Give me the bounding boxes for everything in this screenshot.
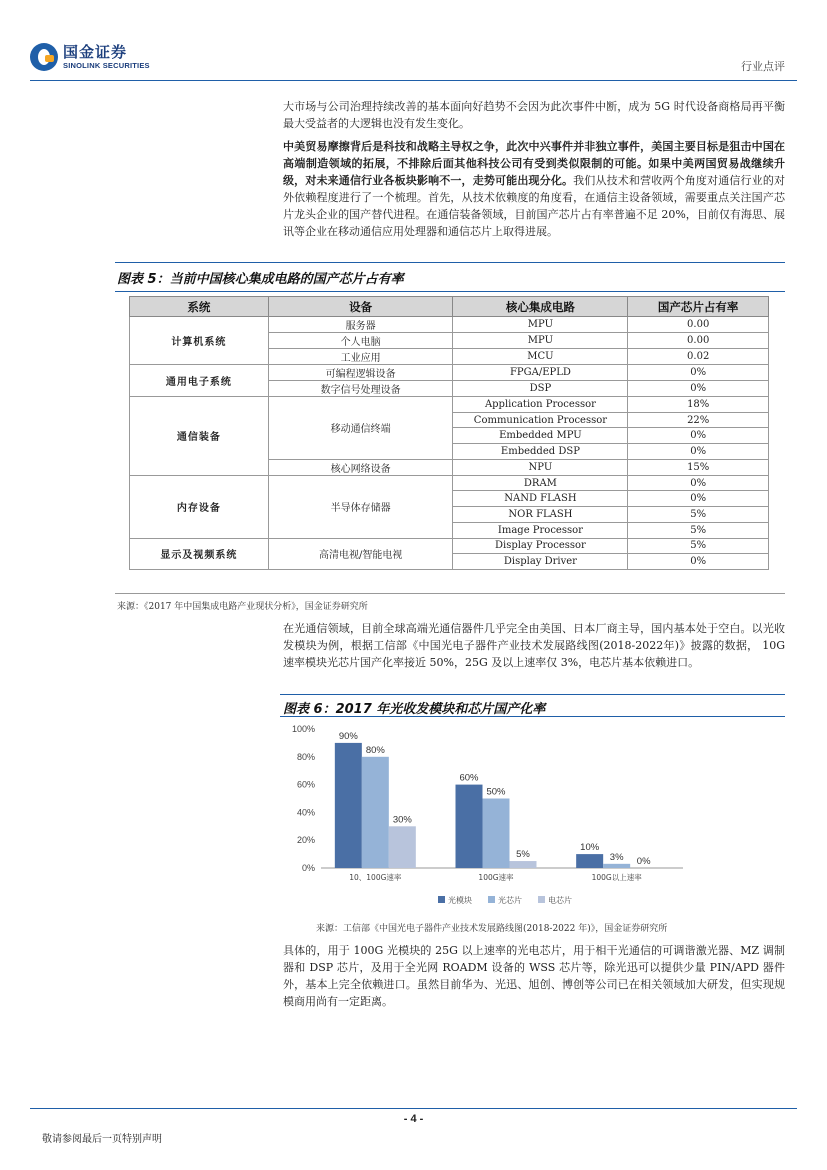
- figure-6-title-rule: [280, 716, 785, 717]
- cell-share: 22%: [628, 412, 769, 428]
- cell-ic: Embedded MPU: [453, 428, 628, 444]
- bar-value-label: 10%: [580, 842, 600, 854]
- page-header: [0, 0, 827, 80]
- cell-ic: Image Processor: [453, 522, 628, 538]
- cell-ic: MPU: [453, 317, 628, 333]
- figure-5-bottom-rule: [115, 593, 785, 594]
- cell-system: 内存设备: [130, 475, 269, 538]
- bar-value-label: 80%: [365, 744, 385, 756]
- cell-device: 数字信号处理设备: [268, 381, 453, 397]
- cell-share: 15%: [628, 459, 769, 475]
- y-tick-label: 100%: [291, 724, 315, 734]
- legend-swatch: [438, 896, 445, 903]
- cell-system: 显示及视频系统: [130, 538, 269, 569]
- bar-value-label: 0%: [636, 856, 651, 867]
- logo-mark-icon: [30, 43, 58, 71]
- chart-bar: [510, 861, 537, 868]
- chart-bar: [362, 757, 389, 868]
- table-row: [130, 397, 769, 413]
- cell-system: 计算机系统: [130, 317, 269, 365]
- logo-en-text: SINOLINK SECURITIES: [63, 61, 150, 70]
- cell-ic: DRAM: [453, 475, 628, 491]
- figure-6-title: 图表 6：2017 年光收发模块和芯片国产化率: [283, 702, 546, 717]
- cell-device: 核心网络设备: [268, 459, 453, 475]
- y-tick-label: 60%: [296, 779, 315, 790]
- document-type: 行业点评: [741, 60, 785, 73]
- chip-share-table: [129, 296, 769, 570]
- cell-ic: Embedded DSP: [453, 444, 628, 460]
- figure-5-title: 图表 5：当前中国核心集成电路的国产芯片占有率: [117, 272, 404, 287]
- cell-ic: Communication Processor: [453, 412, 628, 428]
- chart-bar: [389, 826, 416, 868]
- table-row: [130, 365, 769, 381]
- cell-system: 通信装备: [130, 397, 269, 476]
- col-header-share: 国产芯片占有率: [628, 297, 769, 317]
- footer-divider: [30, 1108, 797, 1109]
- paragraph-2: [283, 138, 785, 240]
- cell-share: 0%: [628, 428, 769, 444]
- figure-6-top-rule: [280, 694, 785, 695]
- col-header-device: 设备: [268, 297, 453, 317]
- cell-device: 高清电视/智能电视: [268, 538, 453, 569]
- bar-value-label: 3%: [609, 851, 624, 863]
- cell-ic: MCU: [453, 349, 628, 365]
- chart-bar: [335, 743, 362, 868]
- paragraph-2-rest: 我们从技术和营收两个角度对通信行业的对外依赖程度进行了一个梳理。首先，从技术依赖度的角度看，在通信主设备领域，需要重点关注国产芯片龙头企业的国产替代进程。在通信装备领域，目前国产芯片占有率普遍不足 20%，目前仅有海思、展讯等企业在移动通信应用处理器和通信芯片上取得进展。: [283, 174, 786, 238]
- chart-bar: [483, 799, 510, 869]
- cell-device: 个人电脑: [268, 333, 453, 349]
- cell-ic: NOR FLASH: [453, 507, 628, 523]
- bar-value-label: 5%: [516, 849, 530, 861]
- y-tick-label: 40%: [296, 807, 315, 818]
- cell-device: 可编程逻辑设备: [268, 365, 453, 381]
- col-header-ic: 核心集成电路: [453, 297, 628, 317]
- legend-label: 光模块: [448, 896, 472, 905]
- paragraph-1: 大市场与公司治理持续改善的基本面向好趋势不会因为此次事件中断，成为 5G 时代设备商格局再平衡最大受益者的大逻辑也没有发生变化。: [283, 100, 785, 130]
- paragraph-4: 具体的，用于 100G 光模块的 25G 以上速率的光电芯片，用于相干光通信的可调谐激光器、MZ 调制器和 DSP 芯片，及用于全光网 ROADM 设备的 WSS 芯片等，除光迅可以提供少量 PIN/APD 器件外，基本上完全依赖进口。虽然目前华为、光迅、旭创、博创等公司已在相关领域加大研发，但实现规模商用尚有一定距离。: [283, 944, 785, 1008]
- legend-swatch: [538, 896, 545, 903]
- cell-share: 0%: [628, 554, 769, 570]
- cell-device: 半导体存储器: [268, 475, 453, 538]
- page-number: - 4 -: [403, 1113, 424, 1125]
- cell-ic: Application Processor: [453, 397, 628, 413]
- bar-value-label: 30%: [392, 814, 412, 826]
- chart-bar: [456, 785, 483, 868]
- cell-share: 0.00: [628, 333, 769, 349]
- cell-share: 0%: [628, 381, 769, 397]
- figure-6-source: 来源：工信部《中国光电子器件产业技术发展路线图(2018-2022 年)》，国金证券研究所: [316, 924, 668, 934]
- cell-ic: MPU: [453, 333, 628, 349]
- cell-device: 服务器: [268, 317, 453, 333]
- cell-share: 0%: [628, 365, 769, 381]
- legend-label: 电芯片: [548, 896, 572, 905]
- chart-bar: [603, 864, 630, 868]
- table-row: [130, 475, 769, 491]
- figure-5-top-rule: [115, 262, 785, 263]
- localization-rate-chart: [283, 720, 703, 910]
- cell-share: 0.02: [628, 349, 769, 365]
- y-tick-label: 0%: [301, 863, 315, 873]
- paragraph-3: 在光通信领域，目前全球高端光通信器件几乎完全由美国、日本厂商主导，国内基本处于空白。以光收发模块为例，根据工信部《中国光电子器件产业技术发展路线图(2018-2022年)》披露的数据， 10G 速率模块光芯片国产化率接近 50%，25G 及以上速率仅 3%，电芯片基本依赖进口。: [283, 622, 785, 669]
- table-header-row: [130, 297, 769, 317]
- cell-ic: Display Driver: [453, 554, 628, 570]
- cell-share: 18%: [628, 397, 769, 413]
- table-row: [130, 538, 769, 554]
- cell-share: 0%: [628, 475, 769, 491]
- bar-value-label: 60%: [459, 772, 479, 784]
- logo-cn-text: 国金证券: [63, 43, 128, 61]
- legend-swatch: [488, 896, 495, 903]
- y-tick-label: 80%: [296, 751, 315, 762]
- cell-share: 5%: [628, 507, 769, 523]
- cell-share: 0.00: [628, 317, 769, 333]
- figure-5-title-rule: [115, 291, 785, 292]
- bar-value-label: 50%: [486, 786, 506, 798]
- cell-ic: Display Processor: [453, 538, 628, 554]
- category-label: 100G以上速率: [591, 873, 642, 882]
- header-divider: [30, 80, 797, 81]
- cell-device: 移动通信终端: [268, 397, 453, 460]
- y-tick-label: 20%: [296, 835, 315, 846]
- table-row: [130, 317, 769, 333]
- category-label: 100G速率: [478, 873, 514, 882]
- figure-5-source: 来源：《2017 年中国集成电路产业现状分析》，国金证券研究所: [117, 602, 368, 612]
- cell-ic: FPGA/EPLD: [453, 365, 628, 381]
- cell-share: 0%: [628, 491, 769, 507]
- cell-system: 通用电子系统: [130, 365, 269, 397]
- disclaimer-note: 敬请参阅最后一页特别声明: [42, 1134, 162, 1145]
- chart-bar: [576, 854, 603, 868]
- category-label: 10、100G速率: [349, 873, 402, 882]
- cell-share: 0%: [628, 444, 769, 460]
- cell-ic: DSP: [453, 381, 628, 397]
- cell-device: 工业应用: [268, 349, 453, 365]
- cell-share: 5%: [628, 522, 769, 538]
- cell-ic: NAND FLASH: [453, 491, 628, 507]
- company-logo: [30, 43, 150, 71]
- cell-share: 5%: [628, 538, 769, 554]
- bar-value-label: 90%: [338, 730, 358, 742]
- col-header-system: 系统: [130, 297, 269, 317]
- legend-label: 光芯片: [498, 896, 522, 905]
- paragraph-2-bold: 中美贸易摩擦背后是科技和战略主导权之争，此次中兴事件并非独立事件，美国主要目标是狙击中国在高端制造领域的拓展，不排除后面其他科技公司有受到类似限制的可能。如果中美两国贸易战继续升级，对未来通信行业各板块影响不一，走势可能出现分化。: [283, 140, 785, 187]
- cell-ic: NPU: [453, 459, 628, 475]
